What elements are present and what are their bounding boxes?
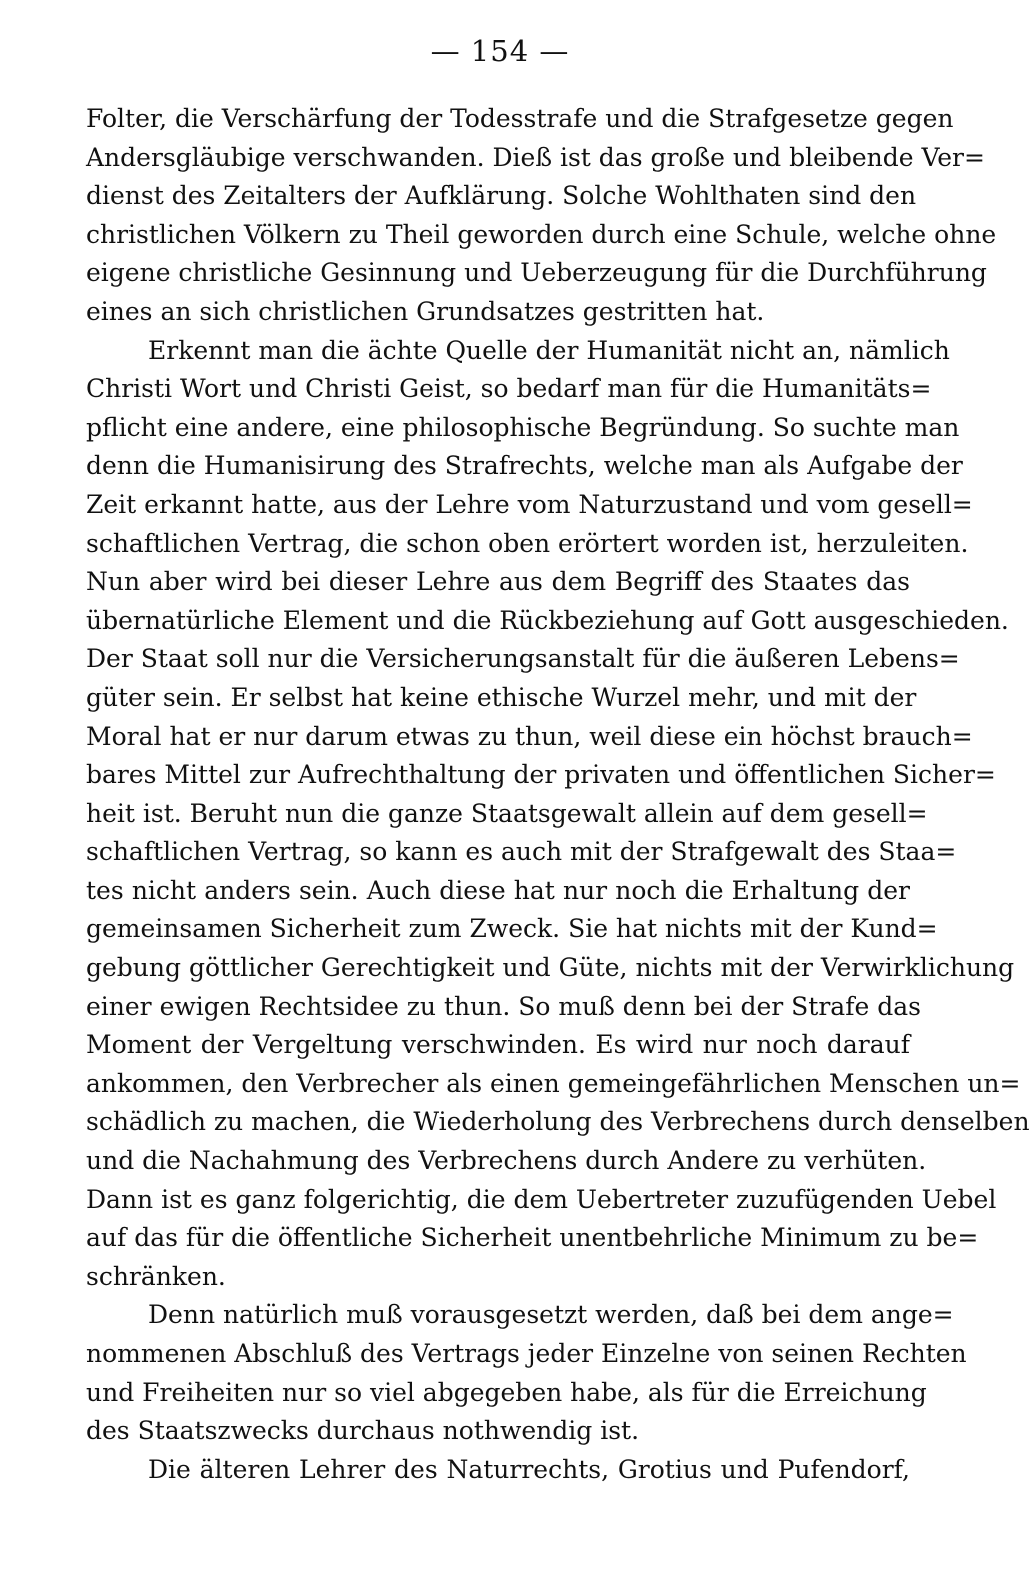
text-line: Andersgläubige verschwanden. Dieß ist das große und bleibende Ver= [86,142,985,172]
body-text [86,100,1030,1489]
text-line: eines an sich christlichen Grundsatzes gestritten hat. [86,296,765,326]
text-line: gemeinsamen Sicherheit zum Zweck. Sie hat nichts mit der Kund= [86,914,938,944]
text-line: Moral hat er nur darum etwas zu thun, weil diese ein höchst brauch= [86,721,973,751]
text-line: Erkennt man die ächte Quelle der Humanität nicht an, nämlich [148,335,950,365]
text-line: schädlich zu machen, die Wiederholung des Verbrechens durch denselben [86,1107,1030,1137]
text-line: ankommen, den Verbrecher als einen gemeingefährlichen Menschen un= [86,1068,1021,1098]
text-line: schaftlichen Vertrag, die schon oben erörtert worden ist, herzuleiten. [86,528,969,558]
text-line: tes nicht anders sein. Auch diese hat nur noch die Erhaltung der [86,875,910,905]
text-line: nommenen Abschluß des Vertrags jeder Einzelne von seinen Rechten [86,1339,967,1368]
text-line: eigene christliche Gesinnung und Ueberzeugung für die Durchführung [86,258,987,288]
paragraph [86,1451,910,1490]
paragraph [86,100,997,332]
text-line: christlichen Völkern zu Theil geworden durch eine Schule, welche ohne [86,219,997,249]
text-line: einer ewigen Rechtsidee zu thun. So muß denn bei der Strafe das [86,991,921,1021]
text-line: Folter, die Verschärfung der Todesstrafe und die Strafgesetze gegen [86,104,954,133]
paragraph [86,1296,967,1450]
text-line: Christi Wort und Christi Geist, so bedarf man für die Humanitäts= [86,374,932,404]
text-line: Nun aber wird bei dieser Lehre aus dem Begriff des Staates das [86,567,910,597]
text-line: gebung göttlicher Gerechtigkeit und Güte, nichts mit der Verwirklichung [86,953,1015,983]
text-line: auf das für die öffentliche Sicherheit unentbehrliche Minimum zu be= [86,1223,979,1253]
page-number: — 154 — [430,34,570,68]
text-line: heit ist. Beruht nun die ganze Staatsgewalt allein auf dem gesell= [86,798,928,828]
text-line: bares Mittel zur Aufrechthaltung der privaten und öffentlichen Sicher= [86,760,996,790]
text-line: Moment der Vergeltung verschwinden. Es wird nur noch darauf [86,1030,910,1060]
text-line: des Staatszwecks durchaus nothwendig ist. [86,1416,640,1446]
text-line: und die Nachahmung des Verbrechens durch Andere zu verhüten. [86,1146,927,1176]
text-line: Dann ist es ganz folgerichtig, die dem Uebertreter zuzufügenden Uebel [86,1184,997,1214]
paragraph [86,332,1030,1297]
text-line: Die älteren Lehrer des Naturrechts, Grotius und Pufendorf, [148,1454,910,1484]
text-line: dienst des Zeitalters der Aufklärung. Solche Wohlthaten sind den [86,181,917,211]
text-line: übernatürliche Element und die Rückbeziehung auf Gott ausgeschieden. [86,605,1009,635]
text-line: und Freiheiten nur so viel abgegeben habe, als für die Erreichung [86,1377,927,1407]
text-line: Zeit erkannt hatte, aus der Lehre vom Naturzustand und vom gesell= [86,489,973,519]
text-line: schaftlichen Vertrag, so kann es auch mit der Strafgewalt des Staa= [86,837,957,867]
text-line: schränken. [86,1261,226,1291]
text-line: Der Staat soll nur die Versicherungsanstalt für die äußeren Lebens= [86,644,960,674]
text-line: Denn natürlich muß vorausgesetzt werden, daß bei dem ange= [148,1300,954,1330]
text-line: denn die Humanisirung des Strafrechts, welche man als Aufgabe der [86,451,963,481]
text-line: güter sein. Er selbst hat keine ethische Wurzel mehr, und mit der [86,682,917,712]
text-line: pflicht eine andere, eine philosophische Begründung. So suchte man [86,412,960,442]
